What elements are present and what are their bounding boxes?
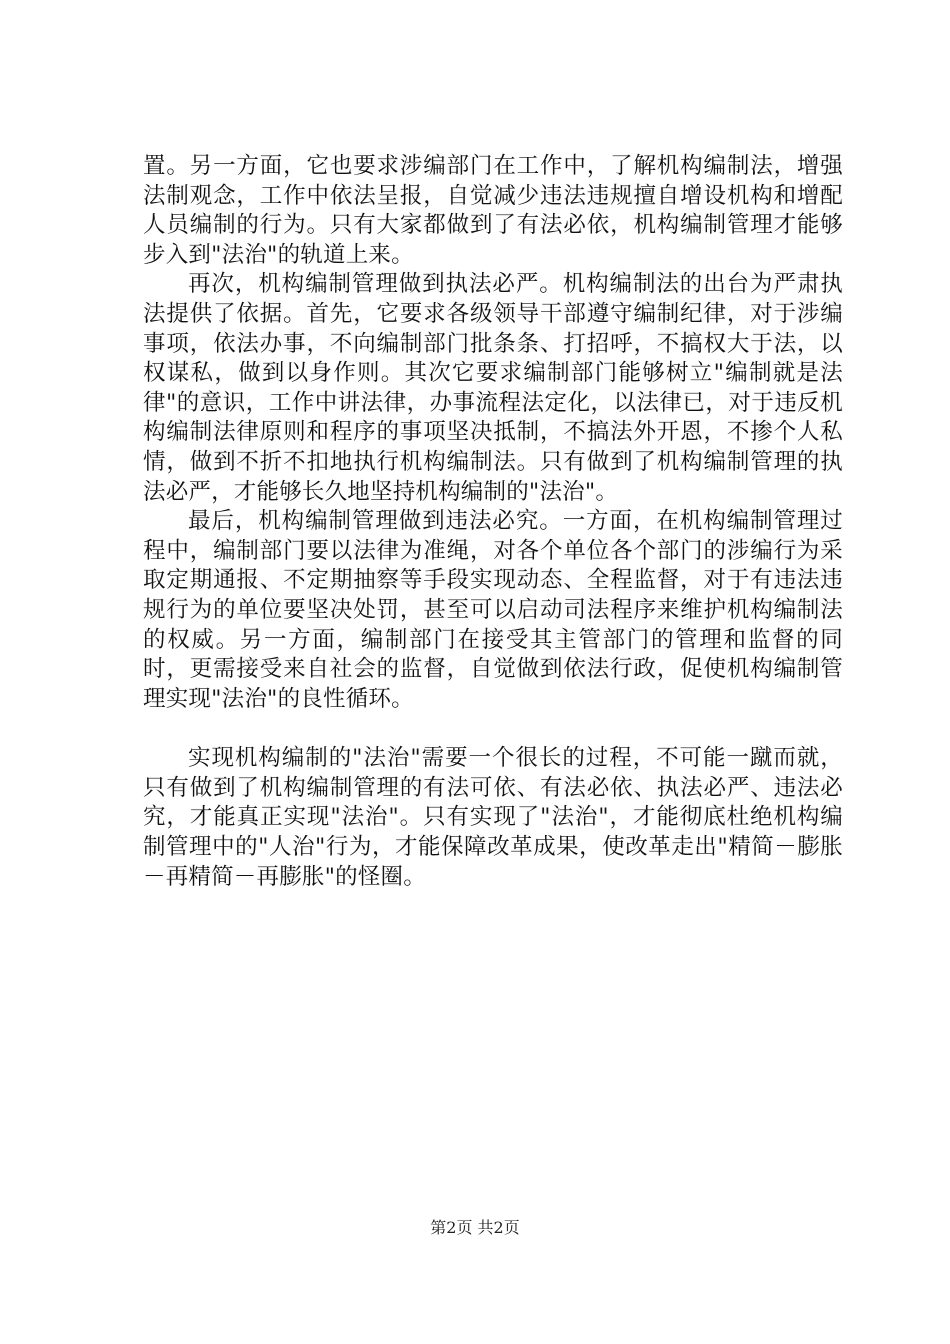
paragraph-strict-enforcement: 再次，机构编制管理做到执法必严。机构编制法的出台为严肃执法提供了依据。首先，它要求各级领导干部遵守编制纪律，对于涉编事项，依法办事，不向编制部门批条条、打招呼，不搞权大于法，以权谋私，做到以身作则。其次它要求编制部门能够树立"编制就是法律"的意识，工作中讲法律，办事流程法定化，以法律已，对于违反机构编制法律原则和程序的事项坚决抵制，不搞法外开恩，不掺个人私情，做到不折不扣地执行机构编制法。只有做到了机构编制管理的执法必严，才能够长久地坚持机构编制的"法治"。 bbox=[143, 271, 843, 505]
page-footer bbox=[0, 1215, 950, 1238]
paragraph-violations-prosecuted: 最后，机构编制管理做到违法必究。一方面，在机构编制管理过程中，编制部门要以法律为准绳，对各个单位各个部门的涉编行为采取定期通报、不定期抽察等手段实现动态、全程监督，对于有违法违规行为的单位要坚决处罚，甚至可以启动司法程序来维护机构编制法的权威。另一方面，编制部门在接受其主管部门的管理和监督的同时，更需接受来自社会的监督，自觉做到依法行政，促使机构编制管理实现"法治"的良性循环。 bbox=[143, 508, 843, 712]
paragraph-continuation: 置。另一方面，它也要求涉编部门在工作中，了解机构编制法，增强法制观念，工作中依法呈报，自觉减少违法违规擅自增设机构和增配人员编制的行为。只有大家都做到了有法必依，机构编制管理才能够步入到"法治"的轨道上来。 bbox=[143, 153, 843, 268]
document-body bbox=[143, 152, 843, 892]
page-number-label: 第2页 共2页 bbox=[430, 1218, 520, 1237]
paragraph-conclusion: 实现机构编制的"法治"需要一个很长的过程，不可能一蹴而就，只有做到了机构编制管理的有法可依、有法必依、执法必严、违法必究，才能真正实现"法治"。只有实现了"法治"，才能彻底杜绝机构编制管理中的"人治"行为，才能保障改革成果，使改革走出"精简－膨胀－再精简－再膨胀"的怪圈。 bbox=[143, 745, 843, 890]
